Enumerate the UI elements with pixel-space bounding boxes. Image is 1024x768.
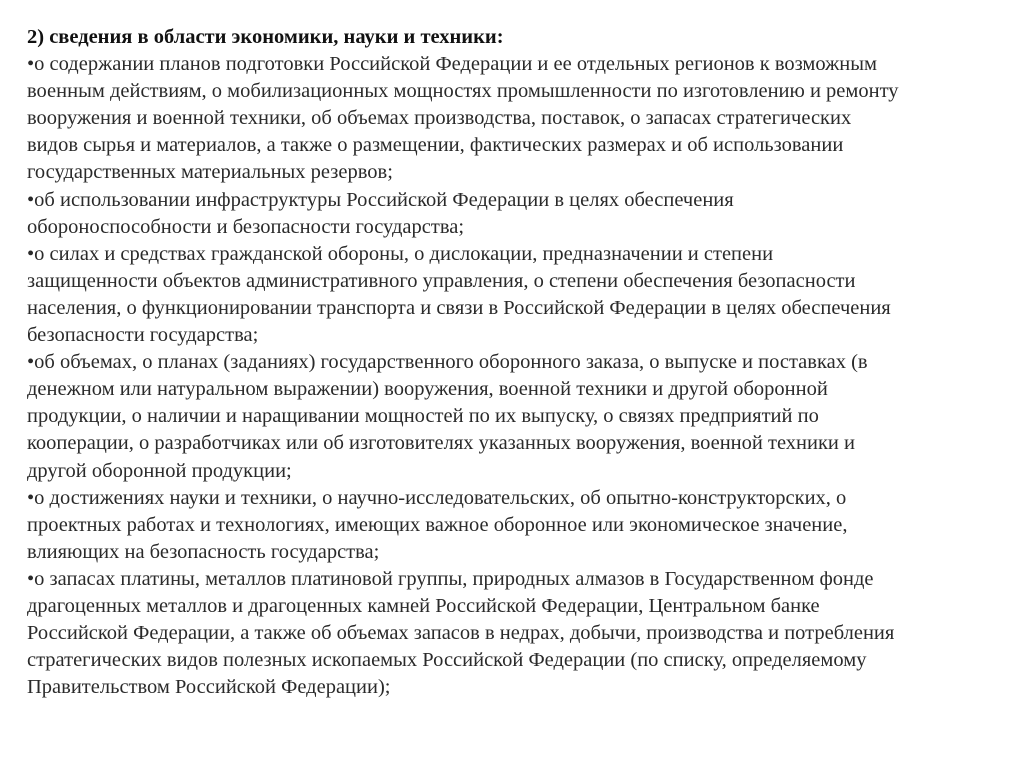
text-line: денежном или натуральном выражении) вооружения, военной техники и другой оборонной: [27, 378, 828, 401]
text-line: влияющих на безопасность государства;: [27, 540, 380, 563]
text-line: стратегических видов полезных ископаемых Российской Федерации (по списку, определяемому: [27, 649, 867, 672]
text-line: защищенности объектов административного управления, о степени обеспечения безопасности: [27, 269, 856, 292]
text-line: Правительством Российской Федерации);: [27, 676, 391, 699]
text-line: обороноспособности и безопасности государства;: [27, 215, 465, 238]
list-item: [27, 241, 1002, 349]
text-line: Российской Федерации, а также об объемах запасов в недрах, добычи, производства и потребления: [27, 622, 895, 645]
text-line: •о запасах платины, металлов платиновой группы, природных алмазов в Государственном фонде: [27, 567, 874, 590]
text-line: видов сырья и материалов, а также о размещении, фактических размерах и об использовании: [27, 134, 844, 157]
text-line: •о содержании планов подготовки Российской Федерации и ее отдельных регионов к возможным: [27, 53, 878, 76]
list-item: [27, 485, 1002, 566]
text-line: драгоценных металлов и драгоценных камней Российской Федерации, Центральном банке: [27, 594, 820, 617]
list-item: [27, 187, 1002, 241]
text-line: вооружения и военной техники, об объемах производства, поставок, о запасах стратегических: [27, 107, 852, 130]
list-item: [27, 51, 1002, 186]
list-item: [27, 566, 1002, 701]
text-line: проектных работах и технологиях, имеющих важное оборонное или экономическое значение,: [27, 513, 848, 536]
text-line: •о силах и средствах гражданской обороны, о дислокации, предназначении и степени: [27, 242, 774, 265]
text-line: •об использовании инфраструктуры Российской Федерации в целях обеспечения: [27, 188, 734, 211]
text-line: •о достижениях науки и техники, о научно-исследовательских, об опытно-конструкторских, о: [27, 486, 847, 509]
text-line: военным действиям, о мобилизационных мощностях промышленности по изготовлению и ремонту: [27, 80, 899, 103]
text-line: государственных материальных резервов;: [27, 161, 393, 184]
list-item: [27, 349, 1002, 484]
section-heading: 2) сведения в области экономики, науки и техники:: [27, 26, 504, 48]
slide-body: [27, 24, 1002, 701]
text-line: кооперации, о разработчиках или об изготовителях указанных вооружения, военной техники и: [27, 432, 855, 455]
text-line: продукции, о наличии и наращивании мощностей по их выпуску, о связях предприятий по: [27, 405, 819, 428]
text-line: •об объемах, о планах (заданиях) государственного оборонного заказа, о выпуске и поставках (в: [27, 351, 868, 374]
text-line: безопасности государства;: [27, 324, 259, 347]
text-line: населения, о функционировании транспорта и связи в Российской Федерации в целях обеспечения: [27, 296, 891, 319]
text-line: другой оборонной продукции;: [27, 459, 292, 482]
